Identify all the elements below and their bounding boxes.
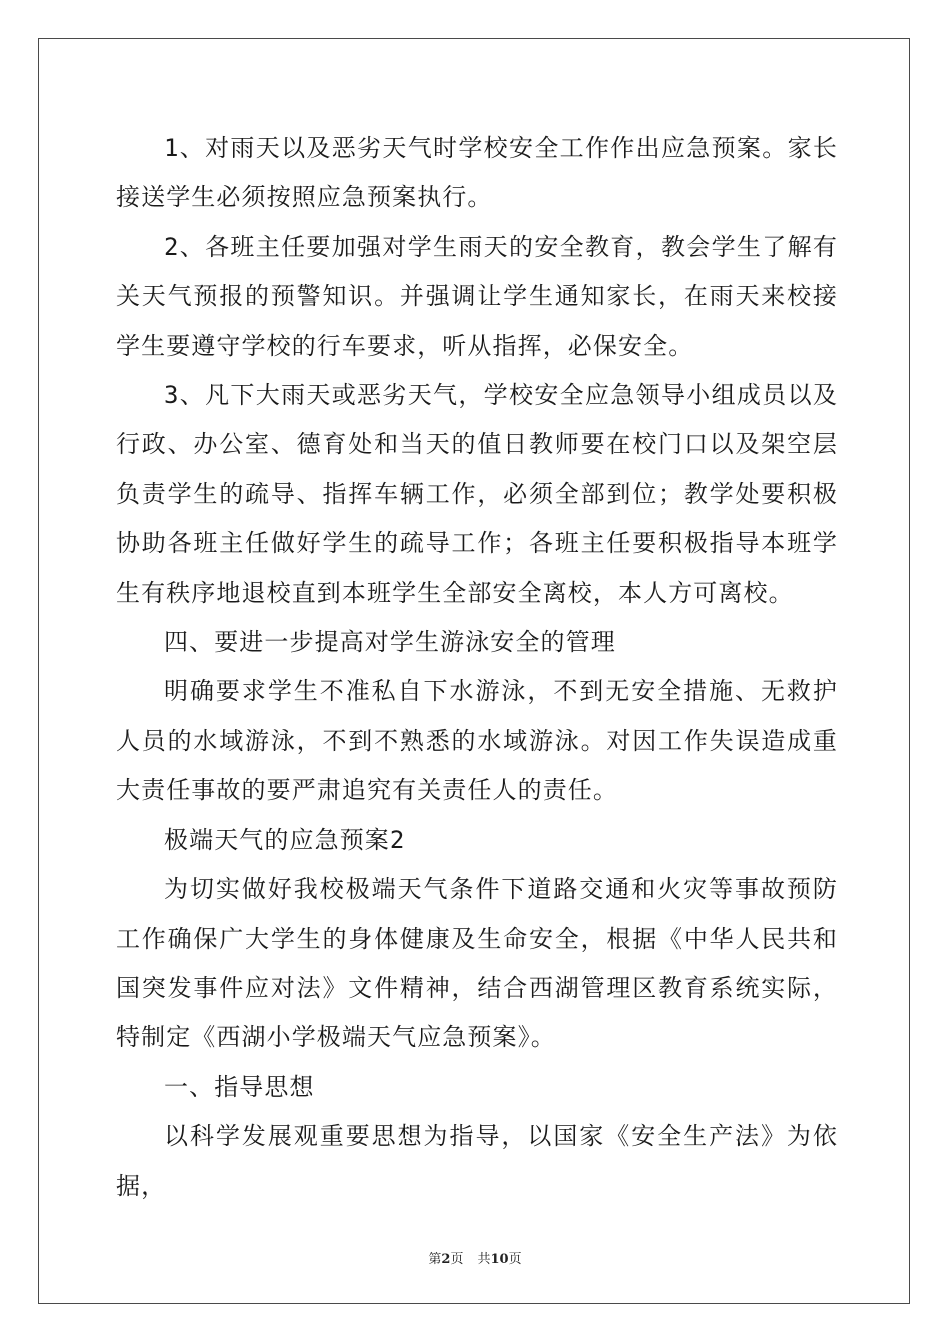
paragraph-plan-2-intro: 为切实做好我校极端天气条件下道路交通和火灾等事故预防工作确保广大学生的身体健康及生命安全，根据《中华人民共和国突发事件应对法》文件精神，结合西湖管理区教育系统实际，特制定《西湖小学极端天气应急预案》。 [116,875,838,1052]
heading-guiding-ideology: 一、指导思想 [164,1072,315,1101]
page-current: 2 [441,1252,451,1267]
paragraph-swimming-rules: 明确要求学生不准私自下水游泳，不到无安全措施、无救护人员的水域游泳，不到不熟悉的水域游泳。对因工作失误造成重大责任事故的要严肃追究有关责任人的责任。 [116,677,838,805]
heading-swimming-safety: 四、要进一步提高对学生游泳安全的管理 [164,628,616,657]
paragraph-bad-weather-duty: 3、凡下大雨天或恶劣天气，学校安全应急领导小组成员以及行政、办公室、德育处和当天的值日教师要在校门口以及架空层负责学生的疏导、指挥车辆工作，必须全部到位；教学处要积极协助各班主任做好学生的疏导工作；各班主任要积极指导本班学生有秩序地退校直到本班学生全部安全离校，本人方可离校。 [116,381,838,607]
total-suffix: 页 [508,1252,522,1267]
paragraph-guiding-ideology: 以科学发展观重要思想为指导，以国家《安全生产法》为依据， [116,1122,838,1200]
page-footer [0,1248,950,1267]
page-suffix: 页 [450,1252,464,1267]
paragraph-class-teacher-education: 2、各班主任要加强对学生雨天的安全教育，教会学生了解有关天气预报的预警知识。并强调让学生通知家长，在雨天来校接学生要遵守学校的行车要求，听从指挥，必保安全。 [116,232,838,360]
page-prefix: 第 [428,1252,442,1267]
document-body [116,124,838,1211]
page-total: 10 [490,1252,509,1267]
paragraph-rain-plan: 1、对雨天以及恶劣天气时学校安全工作作出应急预案。家长接送学生必须按照应急预案执行。 [116,134,838,212]
heading-plan-2: 极端天气的应急预案2 [164,825,406,854]
total-prefix: 共 [477,1252,491,1267]
